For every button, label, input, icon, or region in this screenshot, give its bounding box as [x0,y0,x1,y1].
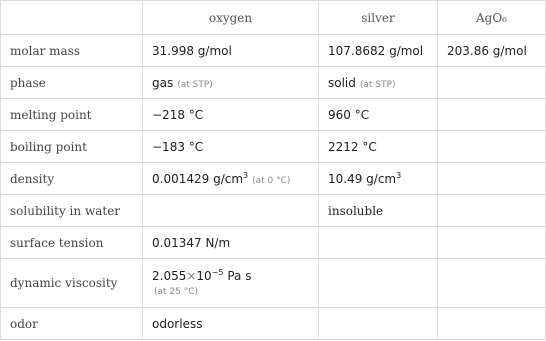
row-label: dynamic viscosity [1,259,143,308]
row-label: phase [1,67,143,99]
table-row [1,67,546,99]
cell-oxygen: −183 °C [143,131,319,163]
table-row [1,99,546,131]
column-header-oxygen: oxygen [143,1,319,35]
row-label: solubility in water [1,195,143,227]
cell-oxygen [143,163,319,195]
cell-ago6 [438,308,546,340]
table-row [1,259,546,308]
cell-silver [319,308,438,340]
cell-silver [319,67,438,99]
cell-oxygen: 0.01347 N/m [143,227,319,259]
column-header-ago6: AgO₆ [438,1,546,35]
cell-silver [319,227,438,259]
value-mantissa: 2.055 [152,269,187,283]
row-label: surface tension [1,227,143,259]
cell-ago6: 203.86 g/mol [438,35,546,67]
value: 10.49 g/cm [328,171,397,186]
row-label: odor [1,308,143,340]
header-row [1,1,546,35]
value: gas [152,75,174,90]
times-sign: × [186,269,197,283]
cell-silver: insoluble [319,195,438,227]
cell-ago6 [438,227,546,259]
value: solid [328,75,356,90]
cell-silver: 107.8682 g/mol [319,35,438,67]
row-label: density [1,163,143,195]
cell-oxygen: 31.998 g/mol [143,35,319,67]
cell-ago6 [438,131,546,163]
corner-cell [1,1,143,35]
cell-ago6 [438,195,546,227]
exponent: 3 [396,170,402,180]
cell-ago6 [438,259,546,308]
cell-ago6 [438,99,546,131]
cell-oxygen: odorless [143,308,319,340]
cell-oxygen [143,67,319,99]
cell-silver [319,259,438,308]
cell-ago6 [438,67,546,99]
column-header-silver: silver [319,1,438,35]
value: 0.001429 g/cm [152,171,244,186]
cell-silver [319,163,438,195]
table-row [1,35,546,67]
cell-silver: 2212 °C [319,131,438,163]
condition-note: (at 25 °C) [154,287,199,297]
value-base: 10 [196,269,212,283]
table-row [1,131,546,163]
cell-oxygen [143,195,319,227]
row-label: molar mass [1,35,143,67]
cell-ago6 [438,163,546,195]
condition-note: (at STP) [177,79,213,90]
table-row [1,163,546,195]
cell-silver: 960 °C [319,99,438,131]
table-row [1,227,546,259]
table-row [1,308,546,340]
exponent: 3 [243,170,249,180]
condition-note: (at 0 °C) [252,175,291,186]
condition-note: (at STP) [359,79,396,90]
exponent: −5 [211,268,224,277]
row-label: melting point [1,99,143,131]
cell-oxygen [143,259,319,308]
cell-oxygen: −218 °C [143,99,319,131]
row-label: boiling point [1,131,143,163]
table-row [1,195,546,227]
unit: Pa s [227,269,252,283]
